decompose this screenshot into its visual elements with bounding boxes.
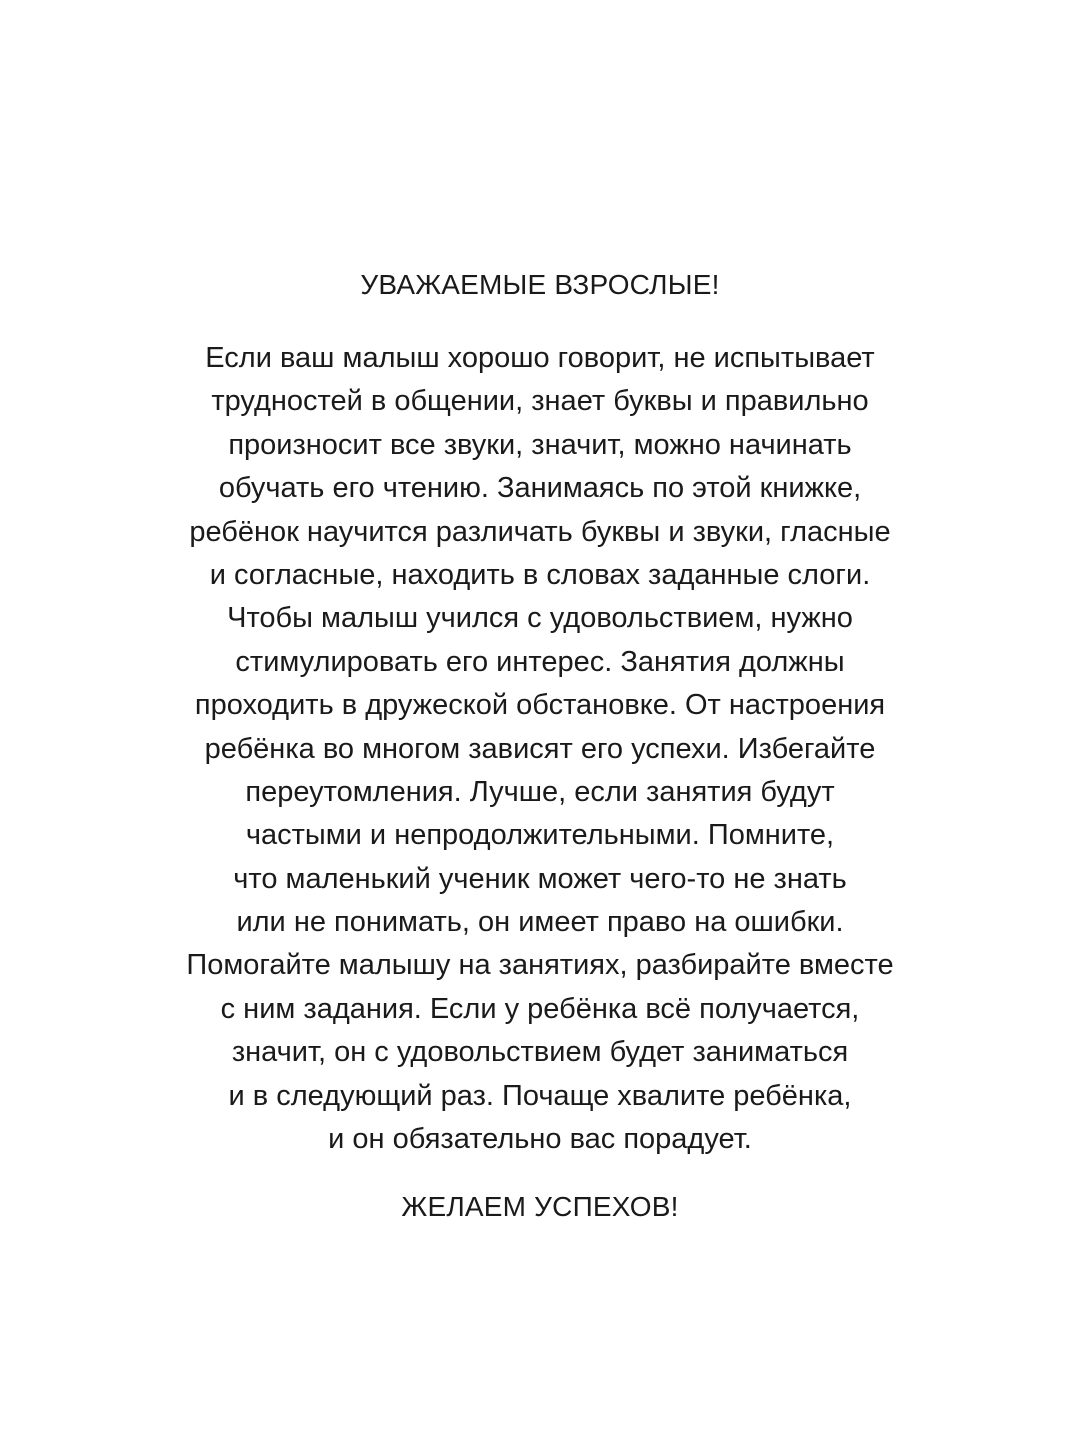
body-line: Помогайте малышу на занятиях, разбирайте вместе — [186, 949, 894, 982]
closing-heading: ЖЕЛАЕМ УСПЕХОВ! — [401, 1191, 679, 1222]
body-line: ребёнка во многом зависят его успехи. Избегайте — [204, 732, 876, 765]
body-paragraph — [0, 337, 1080, 1161]
body-line: проходить в дружеской обстановке. От настроения — [194, 689, 886, 722]
body-line: переутомления. Лучше, если занятия будут — [245, 775, 835, 808]
body-line: частыми и непродолжительными. Помните, — [245, 819, 835, 852]
body-line: произносит все звуки, значит, можно начинать — [228, 428, 852, 461]
body-line: и он обязательно вас порадует. — [328, 1123, 752, 1156]
body-line: с ним задания. Если у ребёнка всё получается, — [220, 992, 860, 1025]
body-line: что маленький ученик может чего-то не знать — [233, 862, 847, 895]
body-line: Если ваш малыш хорошо говорит, не испытывает — [205, 342, 875, 374]
body-line: Чтобы малыш учился с удовольствием, нужно — [227, 602, 853, 635]
body-line: ребёнок научится различать буквы и звуки, гласные — [189, 515, 891, 548]
page-title: УВАЖАЕМЫЕ ВЗРОСЛЫЕ! — [360, 269, 720, 300]
body-line: и в следующий раз. Почаще хвалите ребёнка, — [228, 1079, 852, 1112]
body-line: трудностей в общении, знает буквы и правильно — [211, 385, 869, 418]
body-line: и согласные, находить в словах заданные слоги. — [209, 558, 871, 591]
body-line: или не понимать, он имеет право на ошибки. — [236, 906, 844, 939]
body-line: стимулировать его интерес. Занятия должны — [235, 645, 845, 678]
body-line: обучать его чтению. Занимаясь по этой книжке, — [218, 472, 862, 505]
body-line: значит, он с удовольствием будет заниматься — [231, 1036, 849, 1069]
